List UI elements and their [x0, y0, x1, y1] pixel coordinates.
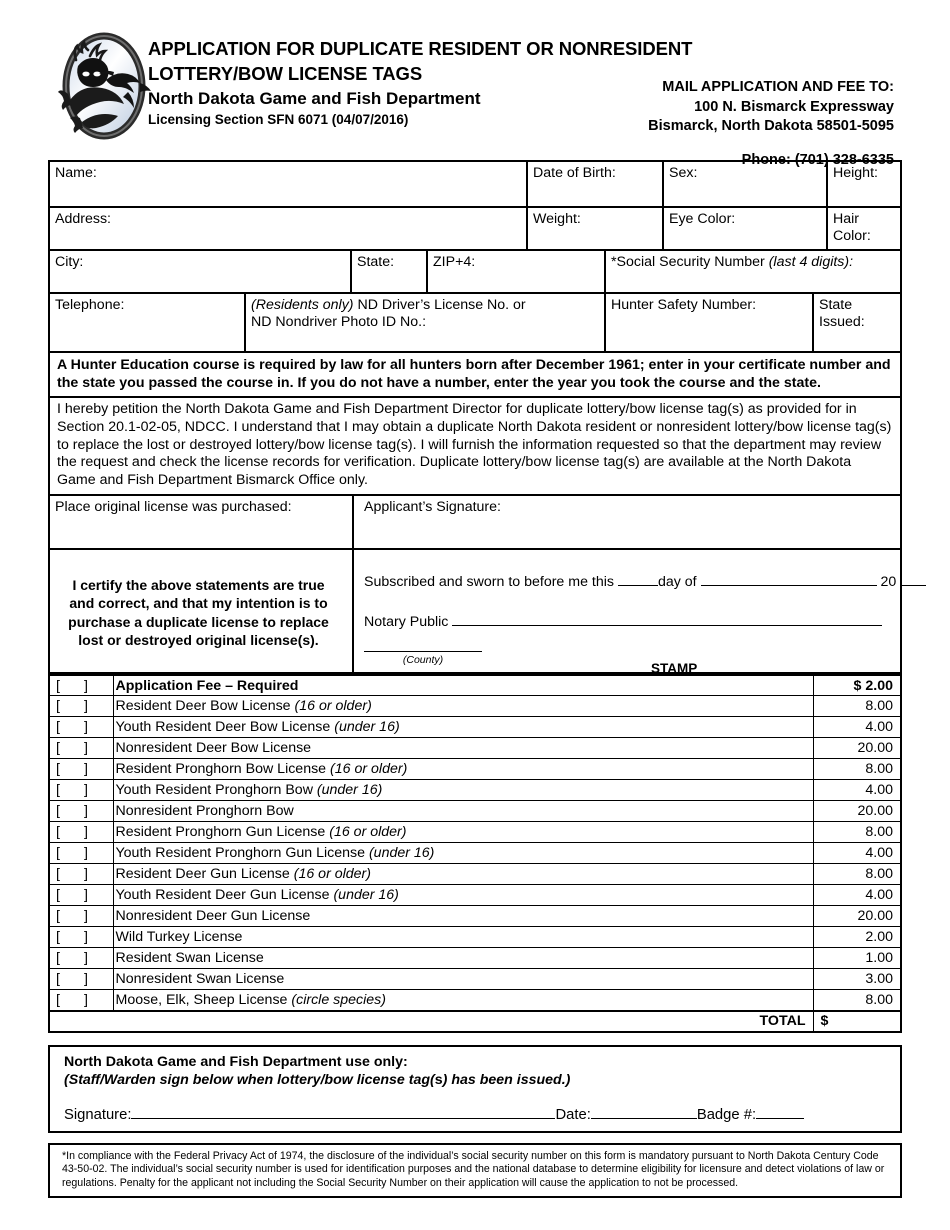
checkbox-open-bracket: [ [56, 677, 60, 694]
certification-statement: I certify the above statements are true and correct, and that my intention is to purchase a duplicate license to replace lost or destroyed original license(s). [50, 550, 354, 672]
fee-table-row [49, 801, 901, 822]
fee-label-qualifier: (16 or older) [330, 761, 408, 778]
county-block [364, 651, 900, 676]
identity-row-1 [50, 162, 900, 208]
identity-row-4 [50, 294, 900, 353]
address-field[interactable]: Address: [50, 208, 528, 249]
department-signature-line: Signature: Date: Badge #: [64, 1105, 804, 1123]
fee-checkbox[interactable] [49, 696, 113, 717]
fee-table-row [49, 759, 901, 780]
fee-label [113, 927, 813, 948]
checkbox-close-bracket: ] [84, 950, 88, 967]
checkbox-close-bracket: ] [84, 761, 88, 778]
place-purchased-field[interactable]: Place original license was purchased: [50, 496, 354, 548]
total-amount-field[interactable]: $ [813, 1011, 901, 1032]
checkbox-close-bracket: ] [84, 782, 88, 799]
fee-label-text: Wild Turkey License [115, 929, 243, 946]
fee-label [113, 822, 813, 843]
notary-block [354, 550, 901, 676]
date-of-birth-field[interactable]: Date of Birth: [528, 162, 664, 206]
fee-label-qualifier: (16 or older) [329, 824, 407, 841]
fee-checkbox[interactable] [49, 759, 113, 780]
fee-amount: 4.00 [813, 780, 901, 801]
fee-label-text: Resident Swan License [115, 950, 264, 967]
sworn-statement-line: Subscribed and sworn to before me this day of 20 [364, 553, 900, 590]
fee-table-body [49, 675, 901, 1032]
page-title-line1: APPLICATION FOR DUPLICATE RESIDENT OR NONRESIDENT [148, 38, 693, 59]
checkbox-open-bracket: [ [56, 698, 60, 715]
fee-table-row [49, 822, 901, 843]
hunter-education-notice: A Hunter Education course is required by law for all hunters born after December 1961; enter in your certificate number and the state you passed the course in. If you do not have a number, enter the year you took the course and the state. [48, 353, 902, 398]
staff-date-blank[interactable] [591, 1105, 697, 1119]
year-blank[interactable] [900, 572, 926, 586]
checkbox-close-bracket: ] [84, 971, 88, 988]
applicant-signature-field[interactable]: Applicant’s Signature: [364, 498, 501, 515]
fee-table-row [49, 927, 901, 948]
nd-game-and-fish-wildlife-logo-icon [56, 30, 152, 142]
agency-name: North Dakota Game and Fish Department [148, 89, 481, 108]
fee-label [113, 759, 813, 780]
fee-amount: 20.00 [813, 738, 901, 759]
checkbox-open-bracket: [ [56, 824, 60, 841]
fee-label [113, 843, 813, 864]
fee-amount: 8.00 [813, 696, 901, 717]
checkbox-close-bracket: ] [84, 866, 88, 883]
fee-checkbox[interactable] [49, 885, 113, 906]
total-label: TOTAL [49, 1011, 813, 1032]
license-fee-table [48, 674, 902, 1033]
fee-amount: 4.00 [813, 717, 901, 738]
county-label: (County) [402, 653, 444, 666]
fee-label-text: Youth Resident Pronghorn Gun License [115, 845, 369, 862]
fee-amount: 8.00 [813, 864, 901, 885]
mailing-address-block [648, 78, 894, 170]
form-header [48, 0, 902, 168]
fee-label [113, 738, 813, 759]
checkbox-close-bracket: ] [84, 824, 88, 841]
checkbox-open-bracket: [ [56, 950, 60, 967]
fee-table-row [49, 843, 901, 864]
fee-amount: 3.00 [813, 969, 901, 990]
hunter-safety-number-field[interactable]: Hunter Safety Number: [606, 294, 814, 351]
fee-amount: 1.00 [813, 948, 901, 969]
petition-statement: I hereby petition the North Dakota Game and Fish Department Director for duplicate lottery/bow license tag(s) as provided for in Section 20.1-02-05, NDCC. I understand that I may obtain a duplicate North Dakota resident or nonresident lottery/bow license tag(s) to replace the lost or destroyed lottery/bow license tag(s). I will furnish the information requested so that the department may review the request and check the license records for verification. Duplicate lottery/bow license tag(s) are available at the North Dakota Game and Fish Department Bismarck Office only. [48, 398, 902, 496]
fee-checkbox[interactable] [49, 927, 113, 948]
fee-label [113, 717, 813, 738]
fee-checkbox[interactable] [49, 948, 113, 969]
fee-label-text: Moose, Elk, Sheep License [115, 992, 292, 1009]
form-title-block [148, 36, 692, 129]
fee-amount: 20.00 [813, 801, 901, 822]
fee-checkbox[interactable] [49, 990, 113, 1011]
checkbox-open-bracket: [ [56, 761, 60, 778]
fee-checkbox[interactable] [49, 969, 113, 990]
fee-table-row [49, 864, 901, 885]
phone-number: Phone: (701) 328-6335 [741, 151, 894, 168]
checkbox-close-bracket: ] [84, 698, 88, 715]
identity-row-3 [50, 251, 900, 294]
fee-label [113, 906, 813, 927]
fee-amount: 4.00 [813, 843, 901, 864]
department-use-subheading: (Staff/Warden sign below when lottery/bow license tag(s) has been issued.) [64, 1071, 571, 1088]
fee-label-text: Youth Resident Deer Bow License [115, 719, 335, 736]
fee-total-row [49, 1011, 901, 1032]
fee-checkbox[interactable] [49, 717, 113, 738]
zip-field[interactable]: ZIP+4: [428, 251, 606, 292]
hair-color-field[interactable]: Hair Color: [833, 211, 871, 244]
checkbox-open-bracket: [ [56, 803, 60, 820]
fee-label-qualifier: (under 16) [334, 719, 400, 736]
checkbox-close-bracket: ] [84, 887, 88, 904]
checkbox-open-bracket: [ [56, 740, 60, 757]
checkbox-open-bracket: [ [56, 992, 60, 1009]
fee-checkbox[interactable] [49, 801, 113, 822]
checkbox-open-bracket: [ [56, 929, 60, 946]
notary-public-blank[interactable] [452, 612, 882, 626]
fee-label-text: Youth Resident Pronghorn Bow [115, 782, 317, 799]
fee-table-row [49, 696, 901, 717]
signature-row [48, 496, 902, 550]
height-field[interactable]: Height: [833, 165, 878, 181]
fee-label [113, 801, 813, 822]
fee-label [113, 948, 813, 969]
fee-amount: 20.00 [813, 906, 901, 927]
fee-table-row [49, 906, 901, 927]
fee-amount: 8.00 [813, 990, 901, 1011]
month-blank[interactable] [701, 572, 877, 586]
ssn-field[interactable]: *Social Security Number (last 4 digits): [611, 254, 854, 270]
checkbox-open-bracket: [ [56, 866, 60, 883]
fee-label-text: Resident Deer Gun License [115, 866, 294, 883]
fee-amount: 8.00 [813, 759, 901, 780]
day-blank[interactable] [618, 572, 658, 586]
drivers-license-field[interactable]: (Residents only) ND Driver’s License No. or ND Nondriver Photo ID No.: [246, 294, 606, 351]
form-number: Licensing Section SFN 6071 (04/07/2016) [148, 112, 409, 127]
checkbox-open-bracket: [ [56, 782, 60, 799]
fee-table-row [49, 675, 901, 696]
identity-row-2 [50, 208, 900, 251]
mail-heading: MAIL APPLICATION AND FEE TO: [662, 79, 894, 95]
drivers-license-line2: ND Nondriver Photo ID No.: [251, 314, 427, 330]
fee-label-text: Nonresident Deer Gun License [115, 908, 311, 925]
eye-color-field[interactable]: Eye Color: [664, 208, 828, 249]
notary-row [48, 550, 902, 674]
telephone-field[interactable]: Telephone: [50, 294, 246, 351]
badge-number-blank[interactable] [756, 1105, 804, 1119]
sex-field[interactable]: Sex: [664, 162, 828, 206]
fee-label-text: Nonresident Swan License [115, 971, 285, 988]
department-use-section [48, 1045, 902, 1133]
fee-label-qualifier: (16 or older) [294, 698, 372, 715]
department-use-heading: North Dakota Game and Fish Department use only: [64, 1053, 408, 1070]
checkbox-close-bracket: ] [84, 929, 88, 946]
mail-city-state-zip: Bismarck, North Dakota 58501-5095 [648, 118, 894, 134]
checkbox-close-bracket: ] [84, 803, 88, 820]
checkbox-open-bracket: [ [56, 971, 60, 988]
checkbox-open-bracket: [ [56, 719, 60, 736]
fee-checkbox[interactable] [49, 906, 113, 927]
fee-label-qualifier: (under 16) [316, 782, 383, 799]
fee-amount: 4.00 [813, 885, 901, 906]
fee-table-row [49, 885, 901, 906]
fee-label-text: Nonresident Deer Bow License [115, 740, 312, 757]
fee-checkbox[interactable] [49, 738, 113, 759]
mail-street: 100 N. Bismarck Expressway [694, 98, 894, 115]
state-field[interactable]: State: [352, 251, 428, 292]
checkbox-close-bracket: ] [84, 677, 88, 694]
city-field[interactable]: City: [50, 251, 352, 292]
fee-label-text: Resident Deer Bow License [115, 698, 295, 715]
checkbox-close-bracket: ] [84, 992, 88, 1009]
fee-amount: 2.00 [813, 927, 901, 948]
fee-checkbox[interactable] [49, 843, 113, 864]
fee-checkbox[interactable] [49, 780, 113, 801]
fee-table-row [49, 717, 901, 738]
staff-signature-blank[interactable] [131, 1105, 555, 1119]
fee-table-row [49, 738, 901, 759]
fee-label-qualifier: (under 16) [368, 845, 435, 862]
fee-checkbox[interactable] [49, 675, 113, 696]
checkbox-close-bracket: ] [84, 908, 88, 925]
fee-label-qualifier: (16 or older) [293, 866, 372, 883]
privacy-act-notice: *In compliance with the Federal Privacy Act of 1974, the disclosure of the individual’s social security number on this form is mandatory pursuant to North Dakota Century Code 43-50-02. The individual’s social security number is used for identification purposes and the national database to determine eligibility for licensure and detect violations of law or regulations. Penalty for the applicant not including the Social Security Number on their application will cause the application to not be processed. [48, 1143, 902, 1198]
fee-label [113, 969, 813, 990]
fee-label-text: Youth Resident Deer Gun License [115, 887, 334, 904]
checkbox-close-bracket: ] [84, 845, 88, 862]
page-title-line2: LOTTERY/BOW LICENSE TAGS [148, 63, 423, 84]
checkbox-close-bracket: ] [84, 740, 88, 757]
fee-label-text: Nonresident Pronghorn Bow [115, 803, 294, 820]
fee-label-text: Resident Pronghorn Gun License [115, 824, 330, 841]
fee-label-qualifier: (under 16) [333, 887, 399, 904]
weight-field[interactable]: Weight: [528, 208, 664, 249]
fee-label-text: Application Fee – Required [115, 677, 299, 694]
stamp-label: STAMP [651, 660, 698, 676]
fee-table-row [49, 969, 901, 990]
fee-amount: $ 2.00 [813, 675, 901, 696]
checkbox-close-bracket: ] [84, 719, 88, 736]
fee-label [113, 780, 813, 801]
applicant-identity-table [48, 160, 902, 353]
fee-label [113, 990, 813, 1011]
fee-checkbox[interactable] [49, 864, 113, 885]
fee-label [113, 675, 813, 696]
checkbox-open-bracket: [ [56, 845, 60, 862]
notary-public-line: Notary Public [364, 590, 900, 630]
fee-label-text: Resident Pronghorn Bow License [115, 761, 331, 778]
state-issued-field[interactable]: State Issued: [819, 297, 865, 330]
fee-label [113, 696, 813, 717]
fee-table-row [49, 990, 901, 1011]
fee-amount: 8.00 [813, 822, 901, 843]
fee-label [113, 864, 813, 885]
fee-table-row [49, 948, 901, 969]
fee-label [113, 885, 813, 906]
checkbox-open-bracket: [ [56, 887, 60, 904]
fee-checkbox[interactable] [49, 822, 113, 843]
checkbox-open-bracket: [ [56, 908, 60, 925]
fee-table-row [49, 780, 901, 801]
fee-label-qualifier: (circle species) [291, 992, 386, 1009]
name-field[interactable]: Name: [50, 162, 528, 206]
